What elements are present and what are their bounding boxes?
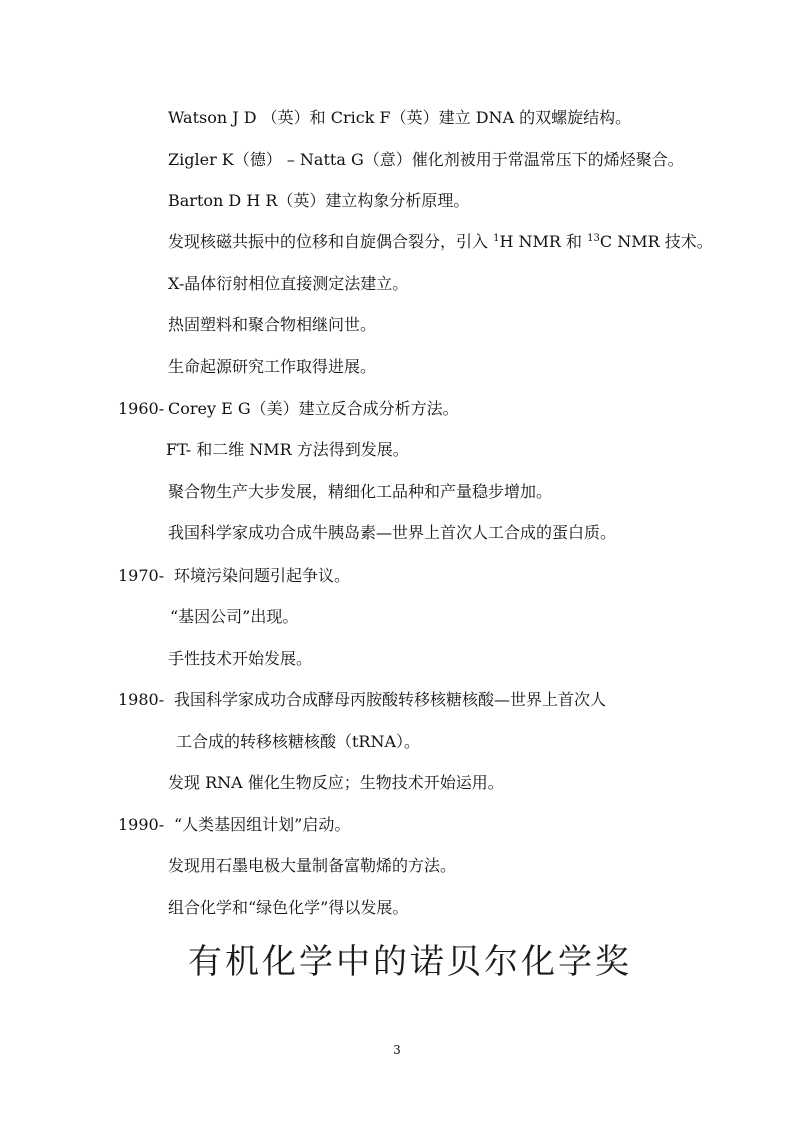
text-line-origin-of-life: 生命起源研究工作取得进展。 <box>168 357 377 376</box>
nmr-superscript-1: 1 <box>493 233 500 244</box>
year-1990: 1990- <box>118 815 165 834</box>
text-line-fullerene: 发现用石墨电极大量制备富勒烯的方法。 <box>168 856 457 875</box>
nmr-middle: H NMR 和 <box>499 232 588 251</box>
text-line-polymer: 聚合物生产大步发展，精细化工品种和产量稳步增加。 <box>168 482 553 501</box>
text-line-green-chemistry: 组合化学和“绿色化学”得以发展。 <box>168 898 409 917</box>
text-line-rna-catalysis: 发现 RNA 催化生物反应；生物技术开始运用。 <box>168 773 504 792</box>
year-1980: 1980- <box>118 690 165 709</box>
text-line-thermoset: 热固塑料和聚合物相继问世。 <box>168 315 377 334</box>
nmr-suffix: C NMR 技术。 <box>599 232 713 251</box>
text-line-human-genome: “人类基因组计划”启动。 <box>174 815 351 834</box>
text-line-xray: X-晶体衍射相位直接测定法建立。 <box>168 274 409 293</box>
text-line-trna-2: 工合成的转移核糖核酸（tRNA）。 <box>176 732 421 751</box>
text-line-ziegler-natta: Zigler K（德） – Natta G（意）催化剂被用于常温常压下的烯烃聚合。 <box>168 150 684 169</box>
text-line-corey: Corey E G（美）建立反合成分析方法。 <box>168 399 459 418</box>
page-number: 3 <box>393 1043 401 1057</box>
text-line-gene-company: “基因公司”出现。 <box>170 607 299 626</box>
text-line-pollution: 环境污染问题引起争议。 <box>174 566 351 585</box>
section-heading: 有机化学中的诺贝尔化学奖 <box>188 942 632 982</box>
text-line-trna-1: 我国科学家成功合成酵母丙胺酸转移核糖核酸—世界上首次人 <box>174 690 607 709</box>
text-line-nmr <box>168 232 713 252</box>
year-1970: 1970- <box>118 566 165 585</box>
text-line-barton: Barton D H R（英）建立构象分析原理。 <box>168 191 470 210</box>
text-line-ft-nmr: FT- 和二维 NMR 方法得到发展。 <box>166 440 409 459</box>
nmr-prefix: 发现核磁共振中的位移和自旋偶合裂分，引入 <box>168 232 494 251</box>
text-line-chirality: 手性技术开始发展。 <box>168 649 313 668</box>
text-line-insulin: 我国科学家成功合成牛胰岛素—世界上首次人工合成的蛋白质。 <box>168 523 617 542</box>
text-line-watson-crick: Watson J D （英）和 Crick F（英）建立 DNA 的双螺旋结构。 <box>168 108 632 127</box>
year-1960: 1960- <box>118 399 165 418</box>
nmr-superscript-13: 13 <box>587 233 600 244</box>
